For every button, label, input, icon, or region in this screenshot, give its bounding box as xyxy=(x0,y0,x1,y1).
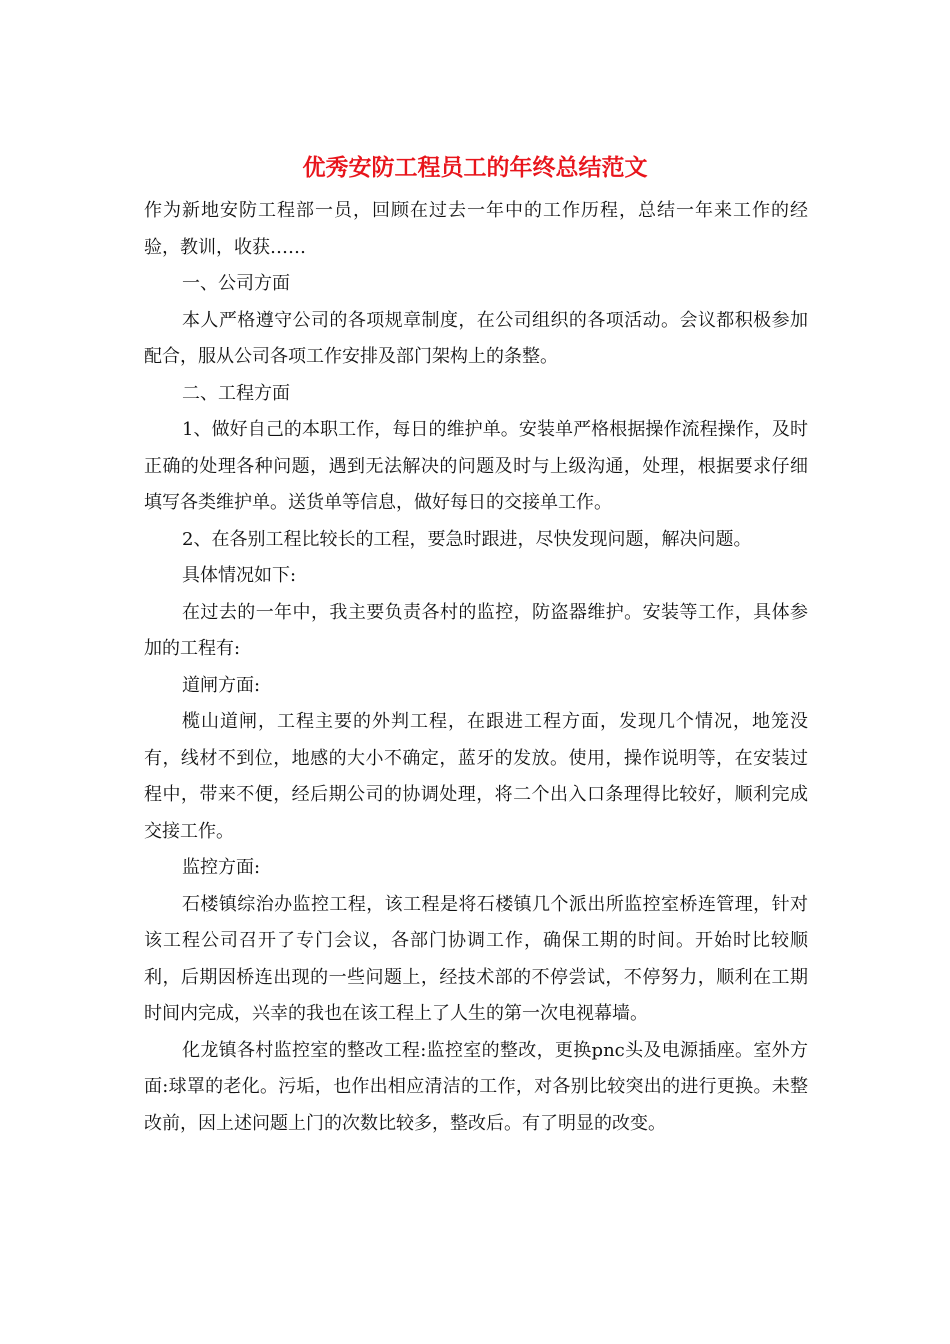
paragraph: 石楼镇综治办监控工程，该工程是将石楼镇几个派出所监控室桥连管理，针对该工程公司召开了专门会议，各部门协调工作，确保工期的时间。开始时比较顺利，后期因桥连出现的一些问题上，经技术部的不停尝试，不停努力，顺利在工期时间内完成，兴幸的我也在该工程上了人生的第一次电视幕墙。 xyxy=(144,893,808,1024)
section-heading-engineering: 二、工程方面 xyxy=(182,382,290,404)
paragraph: 在过去的一年中，我主要负责各村的监控，防盗器维护。安装等工作，具体参加的工程有: xyxy=(144,601,808,659)
subheading-monitoring: 监控方面: xyxy=(182,857,261,878)
document-body xyxy=(144,193,808,1142)
paragraph: 本人严格遵守公司的各项规章制度，在公司组织的各项活动。会议都积极参加配合，服从公司各项工作安排及部门架构上的条整。 xyxy=(144,309,808,367)
paragraph: 1、做好自己的本职工作，每日的维护单。安装单严格根据操作流程操作，及时正确的处理各种问题，遇到无法解决的问题及时与上级沟通，处理，根据要求仔细填写各类维护单。送货单等信息，做好每日的交接单工作。 xyxy=(144,419,808,513)
paragraph: 化龙镇各村监控室的整改工程:监控室的整改，更换pnc头及电源插座。室外方面:球罩的老化。污垢，也作出相应清洁的工作，对各别比较突出的进行更换。未整改前，因上述问题上门的次数比较多，整改后。有了明显的改变。 xyxy=(144,1039,808,1134)
section-heading-company: 一、公司方面 xyxy=(182,273,290,294)
paragraph: 具体情况如下: xyxy=(182,565,297,586)
subheading-gate: 道闸方面: xyxy=(182,674,261,696)
paragraph: 榄山道闸，工程主要的外判工程，在跟进工程方面，发现几个情况，地笼没有，线材不到位，地感的大小不确定，蓝牙的发放。使用，操作说明等，在安装过程中，带来不便，经后期公司的协调处理，将二个出入口条理得比较好，顺利完成交接工作。 xyxy=(144,711,808,842)
paragraph: 作为新地安防工程部一员，回顾在过去一年中的工作历程，总结一年来工作的经验，教训，收获…… xyxy=(144,200,808,258)
paragraph: 2、在各别工程比较长的工程，要急时跟进，尽快发现问题，解决问题。 xyxy=(182,528,752,550)
document-title: 优秀安防工程员工的年终总结范文 xyxy=(302,154,648,181)
